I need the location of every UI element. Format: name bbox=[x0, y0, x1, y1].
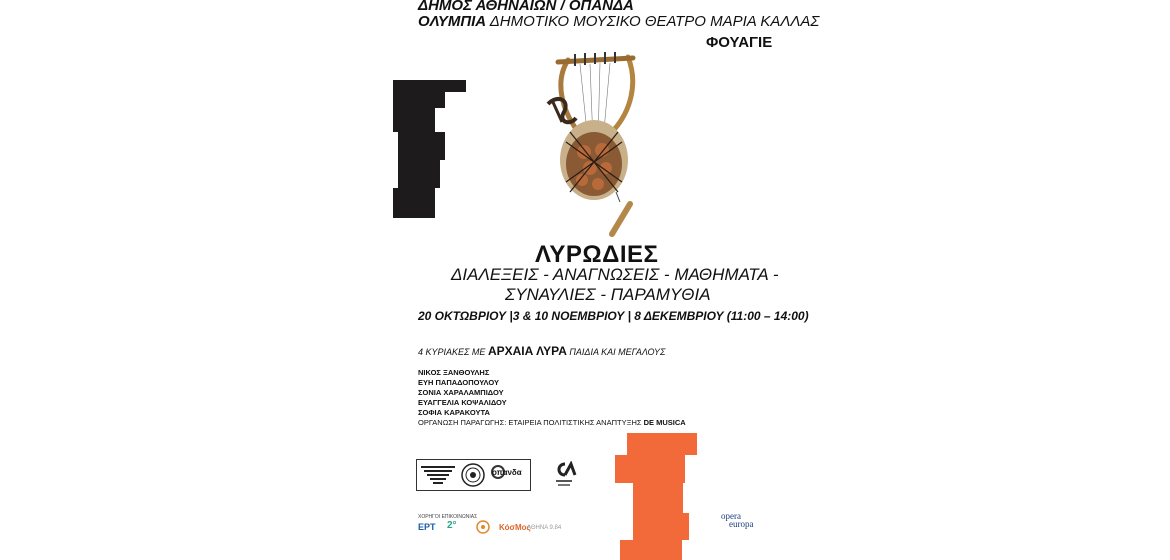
kosmos-logo: ΚόσΜος bbox=[499, 523, 531, 532]
participants-list bbox=[418, 368, 507, 418]
orange-decor-shape bbox=[615, 433, 697, 560]
organization-name: DE MUSICA bbox=[643, 418, 686, 427]
participant-name: ΕΥΑΓΓΕΛΙΑ ΚΟΨΑΛΙΔΟΥ bbox=[418, 398, 507, 407]
ancient-lyre-image bbox=[540, 42, 640, 242]
venue-full-name: ΔΗΜΟΤΙΚΟ ΜΟΥΣΙΚΟ ΘΕΑΤΡΟ ΜΑΡΙΑ ΚΑΛΛΑΣ bbox=[489, 13, 820, 30]
opera-europa-line1: opera bbox=[721, 511, 741, 521]
intro-pre: 4 ΚΥΡΙΑΚΕΣ ΜΕ bbox=[418, 347, 486, 357]
municipality-seal-icon bbox=[461, 463, 485, 487]
event-subtitle-line1: ΔΙΑΛΕΞΕΙΣ - ΑΝΑΓΝΩΣΕΙΣ - ΜΑΘΗΜΑΤΑ - bbox=[451, 265, 779, 284]
radio-logo-icon bbox=[476, 520, 490, 534]
participant-name: ΣΟΝΙΑ ΧΑΡΑΛΑΜΠΙΔΟΥ bbox=[418, 388, 504, 397]
media-sponsors-label: ΧΟΡΗΓΟΙ ΕΠΙΚΟΙΝΩΝΙΑΣ bbox=[418, 514, 478, 520]
athens-radio-logo: ΑΘΗΝΑ 9.84 bbox=[527, 525, 562, 531]
intro-post: ΠΑΙΔΙΑ ΚΑΙ ΜΕΓΑΛΟΥΣ bbox=[569, 347, 666, 357]
hall-name: ΦΟΥΑΓΙΕ bbox=[706, 34, 773, 51]
event-subtitle-line2: ΣΥΝΑΥΛΙΕΣ - ΠΑΡΑΜΥΘΙΑ bbox=[505, 285, 711, 304]
participant-name: ΝΙΚΟΣ ΞΑΝΘΟΥΛΗΣ bbox=[418, 368, 490, 377]
participant-name: ΣΟΦΙΑ ΚΑΡΑΚΟΥΤΑ bbox=[418, 408, 490, 417]
organization-credit bbox=[418, 418, 686, 427]
culture-athens-logo-icon bbox=[551, 461, 577, 491]
venue-name: ΟΛΥΜΠΙΑ bbox=[418, 13, 487, 30]
athens-logo-icon bbox=[421, 466, 455, 484]
municipality-logos-box bbox=[416, 459, 531, 491]
ert-logo: ΕΡΤ bbox=[418, 522, 436, 532]
black-decor-shape bbox=[393, 80, 468, 220]
organization-label: ΟΡΓΑΝΩΣΗ ΠΑΡΑΓΩΓΗΣ: ΕΤΑΙΡΕΙΑ ΠΟΛΙΤΙΣΤΙΚΗΣ ΑΝΑΠΤΥΞΗΣ bbox=[418, 418, 642, 427]
event-intro bbox=[418, 344, 665, 358]
participant-name: ΕΥΗ ΠΑΠΑΔΟΠΟΥΛΟΥ bbox=[418, 378, 499, 387]
opera-europa-line2: europa bbox=[729, 519, 754, 529]
intro-highlight: ΑΡΧΑΙΑ ΛΥΡΑ bbox=[487, 344, 567, 358]
organizer-line: ΔΗΜΟΣ ΑΘΗΝΑΙΩΝ / ΟΠΑΝΔΑ bbox=[418, 0, 634, 14]
opera-europa-logo bbox=[721, 512, 754, 528]
second-program-logo: 2° bbox=[447, 520, 457, 531]
event-title: ΛΥΡΩΔΙΕΣ bbox=[535, 241, 659, 268]
event-dates: 20 ΟΚΤΩΒΡΙΟΥ |3 & 10 ΝΟΕΜΒΡΙΟΥ | 8 ΔΕΚΕΜΒΡΙΟΥ (11:00 – 14:00) bbox=[418, 309, 809, 323]
opanda-logo-text: οπανδα bbox=[492, 468, 522, 477]
venue-line bbox=[418, 13, 819, 30]
